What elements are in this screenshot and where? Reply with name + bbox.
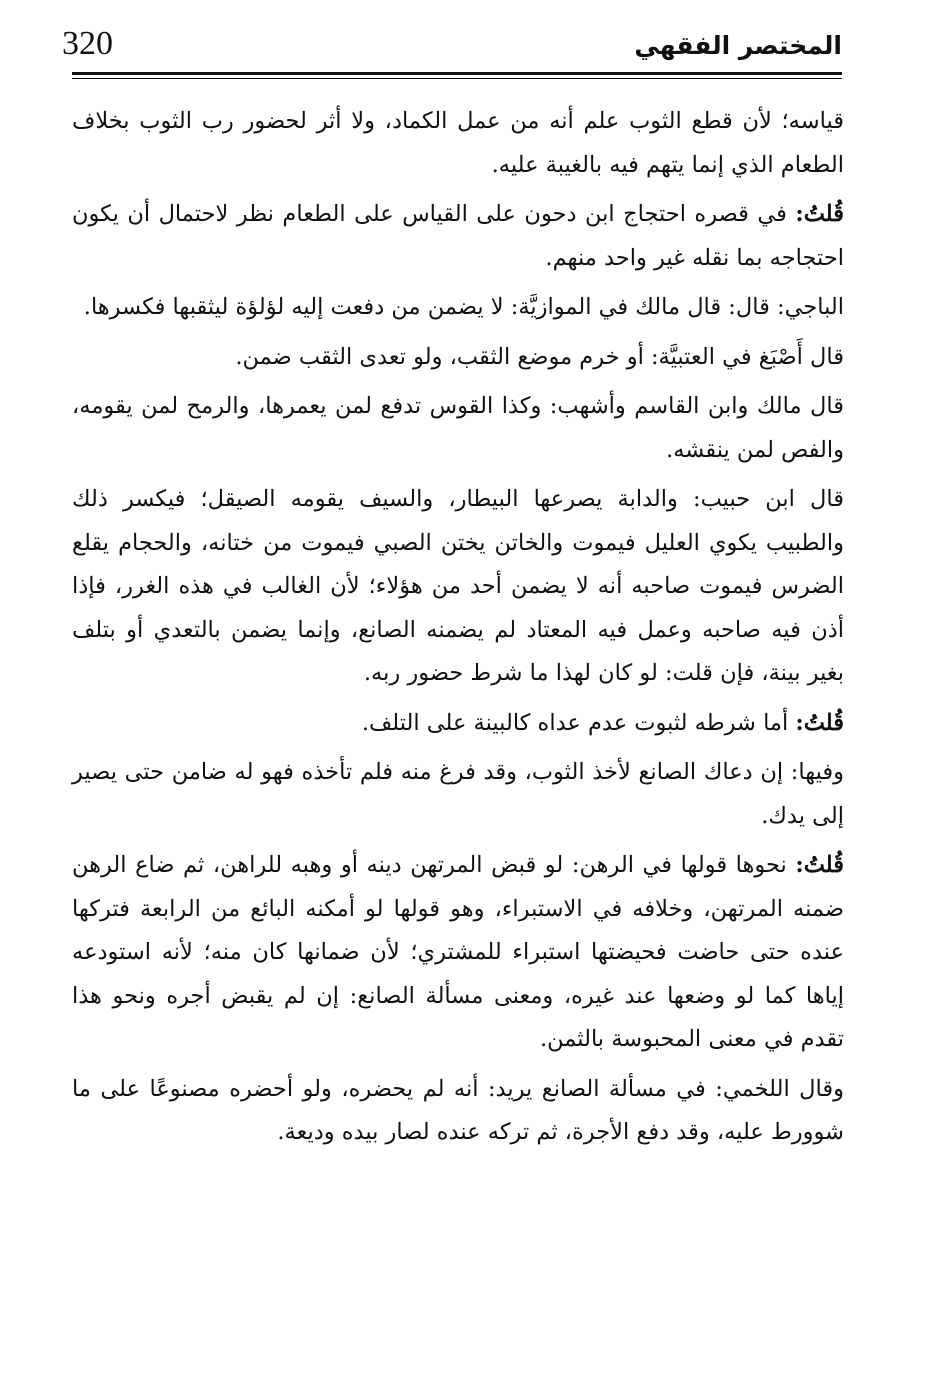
paragraph: [72, 702, 844, 746]
paragraph-text: الباجي: قال: قال مالك في الموازيَّة: لا يضمن من دفعت إليه لؤلؤة ليثقبها فكسرها.: [83, 294, 844, 320]
paragraph-text: في قصره احتجاج ابن دحون على القياس على الطعام نظر لاحتمال أن يكون احتجاجه بما نقله غير واحد منهم.: [72, 201, 844, 271]
paragraph-text: وفيها: إن دعاك الصانع لأخذ الثوب، وقد فرغ منه فلم تأخذه فهو له ضامن حتى يصير إلى يدك.: [72, 759, 844, 829]
page-header: [62, 22, 842, 70]
paragraph-text: أما شرطه لثبوت عدم عداه كالبينة على التلف.: [361, 709, 796, 736]
paragraph: [72, 844, 844, 1062]
page-number: 320: [62, 25, 113, 62]
paragraph: [72, 385, 844, 472]
header-rule-thin: [72, 78, 842, 79]
paragraph: [72, 1068, 844, 1155]
paragraph-lead: قُلتُ:: [795, 852, 844, 878]
paragraph-text: قال مالك وابن القاسم وأشهب: وكذا القوس تدفع لمن يعمرها، والرمح لمن يقومه، والفص لمن ينقشه.: [72, 393, 844, 463]
paragraph: [72, 751, 844, 838]
paragraph: [72, 193, 844, 280]
running-title: المختصر الفقهي: [634, 31, 842, 60]
paragraph: [72, 336, 844, 380]
paragraph-text: قياسه؛ لأن قطع الثوب علم أنه من عمل الكماد، ولا أثر لحضور رب الثوب بخلاف الطعام الذي إنما يتهم فيه بالغيبة عليه.: [72, 108, 844, 178]
paragraph: [72, 100, 844, 187]
header-rule-thick: [72, 72, 842, 75]
paragraph-lead: قُلتُ:: [795, 709, 844, 736]
paragraph: [72, 286, 844, 330]
paragraph-text: نحوها قولها في الرهن: لو قبض المرتهن دينه أو وهبه للراهن، ثم ضاع الرهن ضمنه المرتهن، وخلافه في الاستبراء، وهو قولها لو أمكنه البائع من الرابعة فتركها عنده حتى حاضت فحيضتها استبراء للمشتري؛ لأن ضمانها كان منه؛ لأنه استودعه إياها كما لو وضعها عند غيره، ومعنى مسألة الصانع: إن لم يقبض أجره ونحو هذا تقدم في معنى المحبوسة بالثمن.: [72, 852, 844, 1052]
paragraph-text: قال أَصْبَغ في العتبيَّة: أو خرم موضع الثقب، ولو تعدى الثقب ضمن.: [235, 343, 844, 370]
paragraph: [72, 478, 844, 696]
paragraph-text: وقال اللخمي: في مسألة الصانع يريد: أنه لم يحضره، ولو أحضره مصنوعًا على ما شوورط عليه، وقد دفع الأجرة، ثم تركه عنده لصار بيده وديعة.: [72, 1075, 844, 1145]
body-text: [72, 100, 844, 1161]
paragraph-text: قال ابن حبيب: والدابة يصرعها البيطار، والسيف يقومه الصيقل؛ فيكسر ذلك والطبيب يكوي العليل فيموت والخاتن يختن الصبي فيموت من ختانه، والحجام يقلع الضرس فيموت صاحبه أنه لا يضمن أحد من هؤلاء؛ لأن الغالب في هذه الغرر، فإذا أذن فيه صاحبه وعمل فيه المعتاد لم يضمنه الصانع، وإنما يضمن بالتعدي أو بتلف بغير بينة، فإن قلت: لو كان لهذا ما شرط حضور ربه.: [72, 486, 844, 686]
paragraph-lead: قُلتُ:: [795, 201, 844, 227]
